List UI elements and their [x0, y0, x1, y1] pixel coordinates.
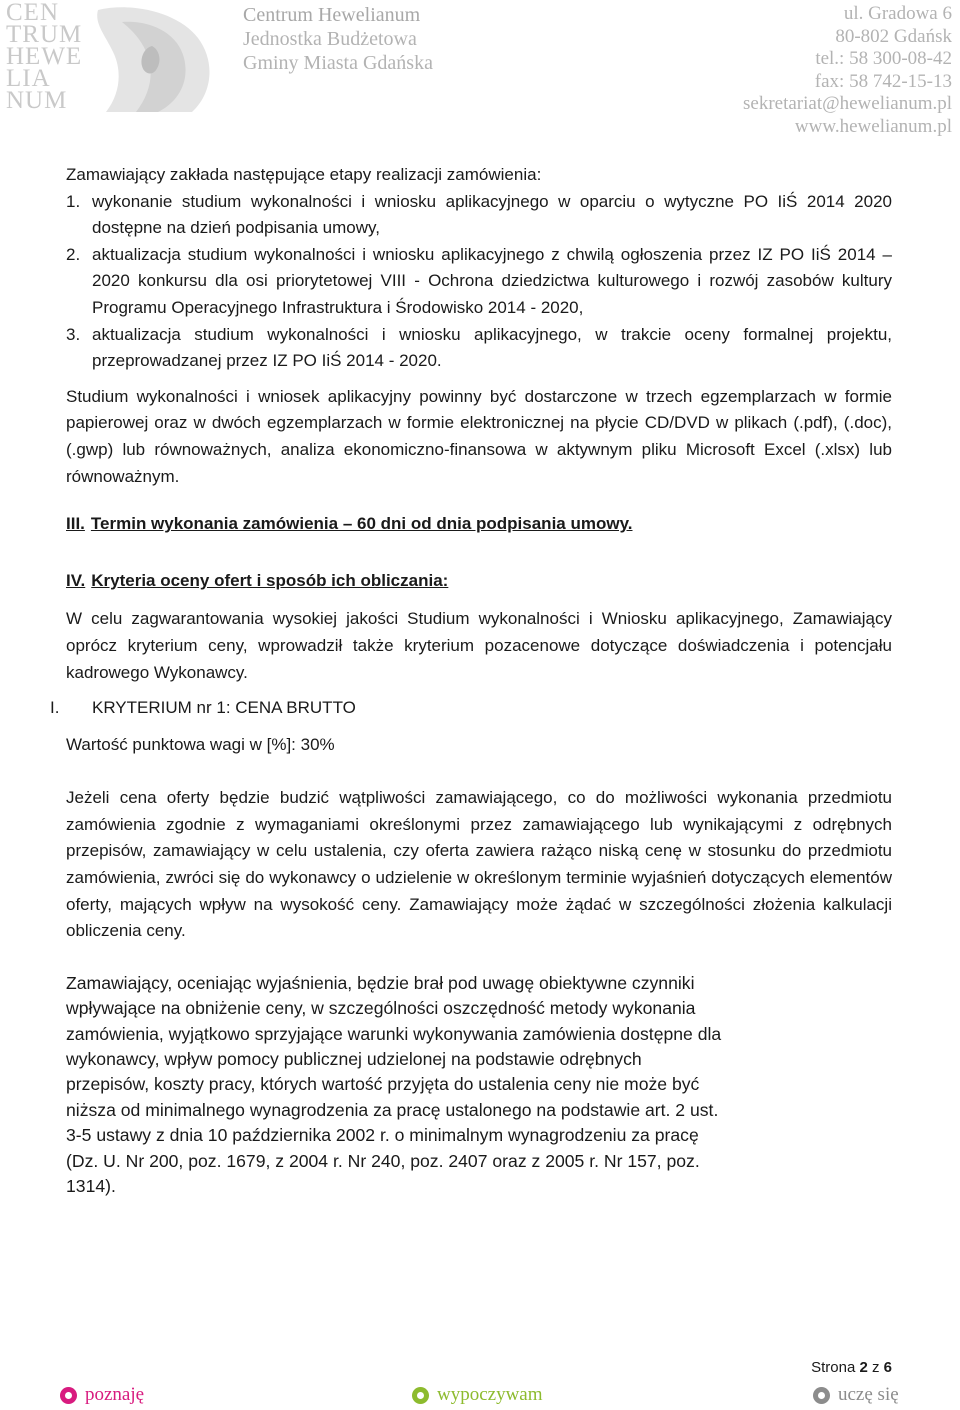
section-title: Kryteria oceny ofert i sposób ich obliczania: [91, 570, 449, 590]
stage-item [66, 189, 892, 242]
section-number: IV. [66, 570, 86, 590]
delivery-paragraph: Studium wykonalności i wniosek aplikacyjny powinny być dostarczone w trzech egzemplarzach w formie papierowej oraz w dwóch egzemplarzach w formie elektronicznej na płycie CD/DVD w plikach (.pdf), (.doc), (.gwp) lub równoważnych, analiza ekonomiczno-finansowa w aktywnym pliku Microsoft Excel (.xlsx) lub równoważnym. [66, 386, 892, 486]
stage-item [66, 242, 892, 322]
contact-fax: fax: 58 742-15-13 [814, 70, 952, 92]
pink-dot-icon [60, 1387, 77, 1404]
letterhead [0, 0, 960, 140]
contact-city: 80-802 Gdańsk [835, 25, 952, 47]
institution-block [243, 3, 433, 75]
institution-owner: Gminy Miasta Gdańska [243, 52, 433, 74]
section-heading-criteria [66, 568, 892, 595]
page-current: 2 [859, 1359, 868, 1376]
contact-website: www.hewelianum.pl [794, 115, 952, 137]
footer-slogans [0, 1382, 960, 1410]
stage-text: aktualizacja studium wykonalności i wniosku aplikacyjnego, w trakcie oceny formalnej projektu, przeprowadzanej przez IZ PO IiŚ 2014 - 2020. [92, 324, 892, 371]
paragraph-line: wykonawcy, wpływ pomocy publicznej udzielonej na podstawie odrębnych [66, 1049, 642, 1070]
logo-wordmark [6, 2, 82, 112]
section-number: III. [66, 514, 85, 534]
paragraph-line: zamówienia, wyjątkowo sprzyjające warunki wykonywania zamówienia dostępne dla [66, 1023, 722, 1044]
footer-label: poznaję [85, 1384, 145, 1405]
section-heading-deadline [66, 511, 892, 538]
page-total: 6 [883, 1359, 892, 1376]
contact-phone: tel.: 58 300-08-42 [815, 48, 952, 69]
page-number [811, 1359, 892, 1376]
footer-label: uczę się [838, 1384, 899, 1405]
logo-line: LIA [6, 65, 51, 92]
paragraph-line: przepisów, koszty pracy, których wartość przyjęta do ustalenia ceny nie może być [66, 1074, 700, 1095]
stage-number: 2. [66, 244, 81, 264]
stage-text: wykonanie studium wykonalności i wniosku aplikacyjnego w oparciu o wytyczne PO IiŚ 2014 2020 dostępne na dzień podpisania umowy, [92, 191, 892, 238]
logo-line: TRUM [6, 21, 83, 48]
section-title: Termin wykonania zamówienia – 60 dni od dnia podpisania umowy. [90, 514, 633, 534]
institution-name: Centrum Hewelianum [243, 4, 421, 26]
page-of: z [871, 1359, 880, 1376]
contact-email: sekretariat@hewelianum.pl [743, 93, 952, 114]
stage-number: 3. [66, 324, 81, 344]
footer-item-poznaje [60, 1384, 144, 1406]
criterion-number: I. [50, 698, 60, 718]
stage-number: 1. [66, 191, 81, 211]
gray-dot-icon [813, 1387, 830, 1404]
paragraph-line: niższa od minimalnego wynagrodzenia za pracę ustalonego na podstawie art. 2 ust. [66, 1099, 719, 1120]
stage-text: aktualizacja studium wykonalności i wniosku aplikacyjnego z chwilą ogłoszenia przez IZ PO IiŚ 2014 – 2020 konkursu dla osi priorytetowej VIII - Ochrona dziedzictwa kulturowego i rozwój zasobów kultury Programu Operacyjnego Infrastruktura i Środowisko 2014 - 2020, [92, 244, 892, 317]
hewelianum-logo [2, 2, 230, 114]
paragraph-line: Zamawiający, oceniając wyjaśnienia, będzie brał pod uwagę obiektywne czynniki [66, 972, 695, 993]
footer-item-ucze-sie [813, 1384, 899, 1406]
paragraph-line: 3-5 ustawy z dnia 10 października 2002 r. o minimalnym wynagrodzeniu za pracę [66, 1125, 699, 1146]
paragraph-line: (Dz. U. Nr 200, poz. 1679, z 2004 r. Nr 240, poz. 2407 oraz z 2005 r. Nr 157, poz. [66, 1150, 700, 1171]
criterion-heading [50, 695, 892, 722]
logo-line: NUM [6, 87, 68, 114]
document-body [50, 162, 892, 1200]
institution-type: Jednostka Budżetowa [243, 28, 417, 50]
paragraph-line: 1314). [66, 1176, 116, 1197]
stages-intro: Zamawiający zakłada następujące etapy realizacji zamówienia: [66, 165, 542, 184]
contact-street: ul. Gradowa 6 [843, 3, 952, 24]
low-price-paragraph: Jeżeli cena oferty będzie budzić wątpliwości zamawiającego, co do możliwości wykonania przedmiotu zamówienia zgodnie z wymaganiami określonymi przez zamawiającego lub wynikającymi z odrębnych przepisów, zamawiający w celu ustalenia, czy oferta zawiera rażąco niską cenę w stosunku do przedmiotu zamówienia, zwróci się do wykonawcy o udzielenie w określonym terminie wyjaśnień dotyczących elementów oferty, mających wpływ na wysokość ceny. Zamawiający może żądać w szczególności złożenia kalkulacji obliczenia ceny. [66, 788, 892, 941]
logo-line: HEWE [6, 43, 83, 70]
page-label: Strona [811, 1359, 856, 1376]
logo-line: CEN [6, 2, 59, 26]
paragraph-line: wpływające na obniżenie ceny, w szczególności oszczędność metody wykonania [66, 998, 696, 1019]
criteria-intro: W celu zagwarantowania wysokiej jakości Studium wykonalności i Wniosku aplikacyjnego, Zamawiający oprócz kryterium ceny, wprowadził także kryterium pozacenowe dotyczące doświadczenia i potencjału kadrowego Wykonawcy. [66, 609, 892, 682]
green-dot-icon [412, 1387, 429, 1404]
stage-item [66, 322, 892, 375]
contact-block [743, 3, 952, 138]
explanations-paragraph [66, 971, 892, 1200]
footer-item-wypoczywam [412, 1384, 543, 1406]
criterion-weight: Wartość punktowa wagi w [%]: 30% [66, 734, 335, 754]
criterion-title: KRYTERIUM nr 1: CENA BRUTTO [92, 698, 356, 718]
footer-label: wypoczywam [437, 1384, 543, 1405]
